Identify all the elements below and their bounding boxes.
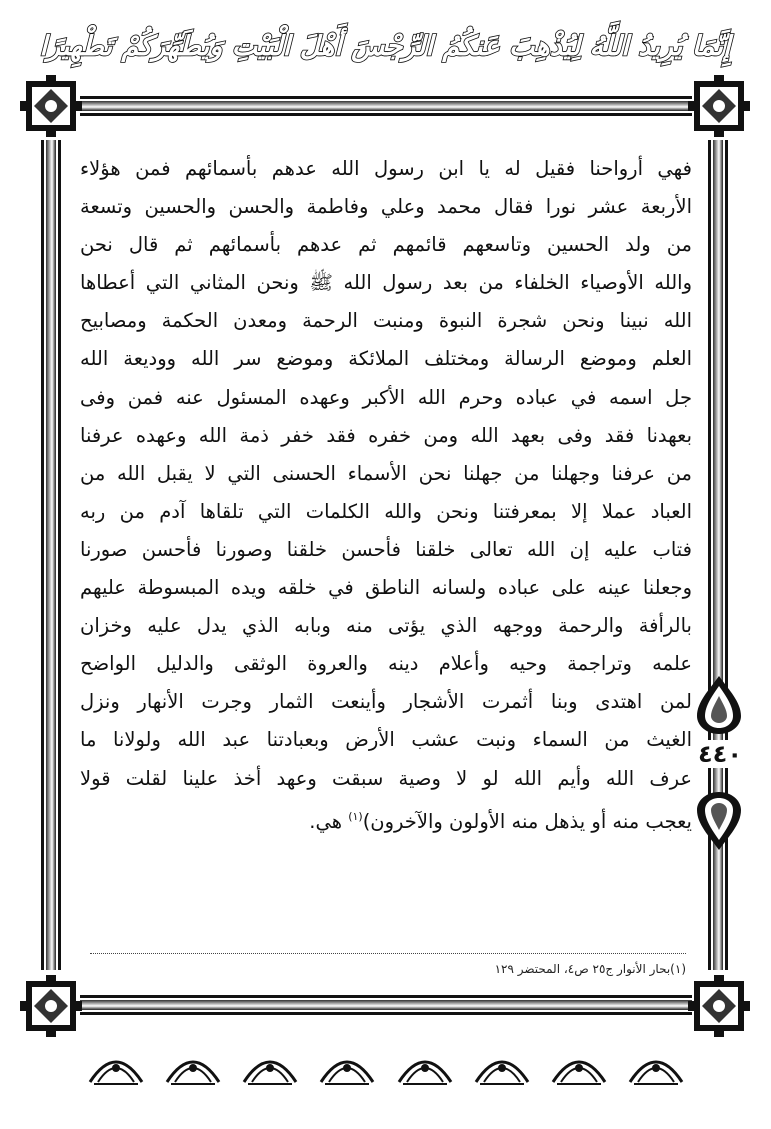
text-line: علمه وتراجمة وحيه وأعلام دينه والعروة الوثقى والدليل الواضح [80,652,692,676]
text-line: العباد عملا إلا بمعرفتنا ونحن والله الكلمات التي تلقاها آدم من ربه [80,499,692,523]
text-line: فتاب عليه إن الله تعالى خلقنا فأحسن خلقنا وصورنا فأحسن صورنا [80,537,692,561]
bottom-decoration-row [86,1033,686,1093]
calligraphy-emblem-icon [163,1038,223,1088]
corner-ornament-icon [688,75,750,137]
calligraphy-emblem-icon [626,1038,686,1088]
text-line: الله نبينا ونحن شجرة النبوة ومنبت الرحمة ومعدن الحكمة ومصابيح [80,309,692,333]
calligraphy-emblem-icon [549,1038,609,1088]
text-line: من ولد الحسين وتاسعهم قائمهم ثم عدهم بأسمائهم ثم قال نحن [80,233,692,257]
footnote-divider [90,953,686,954]
text-line: والله الأوصياء الخلفاء من بعد رسول الله ﷺ ونحن المثاني التي أعطاها [80,271,692,295]
corner-ornament-icon [688,975,750,1037]
footnote-reference[interactable]: (١) [348,809,363,823]
side-ornament-icon [695,792,743,850]
text-line: عرف الله وأيم الله لو لا وصية سبقت وعهد أخذ علينا لقلت قولا [80,766,692,790]
last-line-ending: هي. [309,809,349,833]
calligraphy-emblem-icon [472,1038,532,1088]
header-verse-banner [39,14,731,78]
calligraphy-emblem-icon [240,1038,300,1088]
frame-bottom-border [80,995,692,1015]
calligraphy-emblem-icon [395,1038,455,1088]
text-line: الغيث من السماء ونبت عشب الأرض وبعبادتنا عبد الله ولولانا ما [80,728,692,752]
side-ornament-icon [695,676,743,734]
corner-ornament-icon [20,975,82,1037]
text-line: بالرأفة والرحمة ووجهه الذي يؤتى منه وبابه الذي يدل عليه وخزان [80,614,692,638]
text-line-last [80,798,692,841]
header-verse: إِنَّمَا يُرِيدُ اللَّهُ لِيُذْهِبَ عَنكُمُ الرِّجْسَ أَهْلَ الْبَيْتِ وَيُطَهِّرَكُمْ تَطْهِيرًا [39,30,731,62]
calligraphy-emblem-icon [317,1038,377,1088]
frame-left-border [41,140,61,970]
text-line: الأربعة عشر نورا فقال محمد وعلي وفاطمة والحسن والحسين وتسعة [80,195,692,219]
page-number: ٤٤٠ [690,740,750,768]
calligraphy-emblem-icon [86,1038,146,1088]
footnote: (١)بحار الأنوار ج٢٥ ص٤، المحتضر ١٢٩ [494,962,686,976]
corner-ornament-icon [20,75,82,137]
text-line: العلم وموضع الرسالة ومختلف الملائكة وموضع سر الله ووديعة الله [80,347,692,371]
last-line-text: يعجب منه أو يذهل منه الأولون والآخرون) [362,809,692,833]
text-line: بعهدنا فقد وفى بعهد الله ومن خفره فقد خفر ذمة الله وعهده عرفنا [80,423,692,447]
text-line: جل اسمه في عباده وحرم الله الأكبر وعهده المسئول عنه فمن وفى [80,385,692,409]
text-line: لمن اهتدى وبنا أثمرت الأشجار وأينعت الثمار وجرت الأنهار ونزل [80,690,692,714]
text-line: وجعلنا عينه على عباده ولسانه الناطق في خلقه ويده المبسوطة عليهم [80,576,692,600]
text-line: فهي أرواحنا فقيل له يا ابن رسول الله عدهم بأسمائهم فمن هؤلاء [80,157,692,180]
text-line: من عرفنا وجهلنا من جهلنا نحن الأسماء الحسنى التي لا يقبل الله من [80,461,692,485]
frame-top-border [80,96,692,116]
main-text [80,150,692,841]
